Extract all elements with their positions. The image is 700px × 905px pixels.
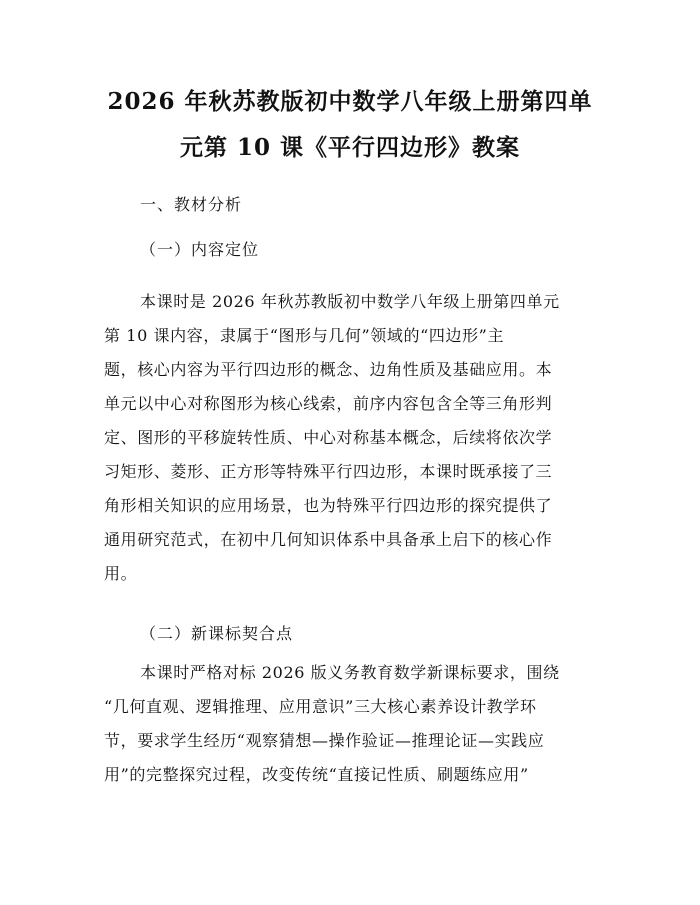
paragraph-line: 通用研究范式，在初中几何知识体系中具备承上启下的核心作 bbox=[104, 530, 553, 549]
paragraph-line: 本课时是 2026 年秋苏教版初中数学八年级上册第四单元 bbox=[140, 292, 560, 311]
paragraph-line: 习矩形、菱形、正方形等特殊平行四边形，本课时既承接了三 bbox=[104, 462, 553, 481]
subsection-heading-content-positioning: （一）内容定位 bbox=[140, 240, 260, 259]
paragraph-line: 第 10 课内容，隶属于“图形与几何”领域的“四边形”主 bbox=[104, 326, 505, 345]
paragraph-line: 用。 bbox=[104, 564, 138, 583]
subsection-heading-curriculum-alignment: （二）新课标契合点 bbox=[140, 624, 294, 643]
paragraph-content-positioning bbox=[104, 285, 599, 591]
paragraph-line: 单元以中心对称图形为核心线索，前序内容包含全等三角形判 bbox=[104, 394, 553, 413]
document-title-line-2: 元第 10 课《平行四边形》教案 bbox=[179, 134, 521, 161]
paragraph-line: 节，要求学生经历“观察猜想—操作验证—推理论证—实践应 bbox=[104, 731, 545, 750]
paragraph-line: 用”的完整探究过程，改变传统“直接记性质、刷题练应用” bbox=[104, 765, 529, 784]
paragraph-line: 定、图形的平移旋转性质、中心对称基本概念，后续将依次学 bbox=[104, 428, 553, 447]
document-title-line-1: 2026 年秋苏教版初中数学八年级上册第四单 bbox=[107, 88, 593, 115]
section-heading-textbook-analysis: 一、教材分析 bbox=[140, 195, 243, 214]
paragraph-line: 角形相关知识的应用场景，也为特殊平行四边形的探究提供了 bbox=[104, 496, 553, 515]
paragraph-line: 本课时严格对标 2026 版义务教育数学新课标要求，围绕 bbox=[140, 663, 560, 682]
paragraph-line: 题，核心内容为平行四边形的概念、边角性质及基础应用。本 bbox=[104, 360, 553, 379]
paragraph-line: “几何直观、逻辑推理、应用意识”三大核心素养设计教学环 bbox=[104, 697, 537, 716]
paragraph-curriculum-alignment bbox=[104, 656, 599, 792]
